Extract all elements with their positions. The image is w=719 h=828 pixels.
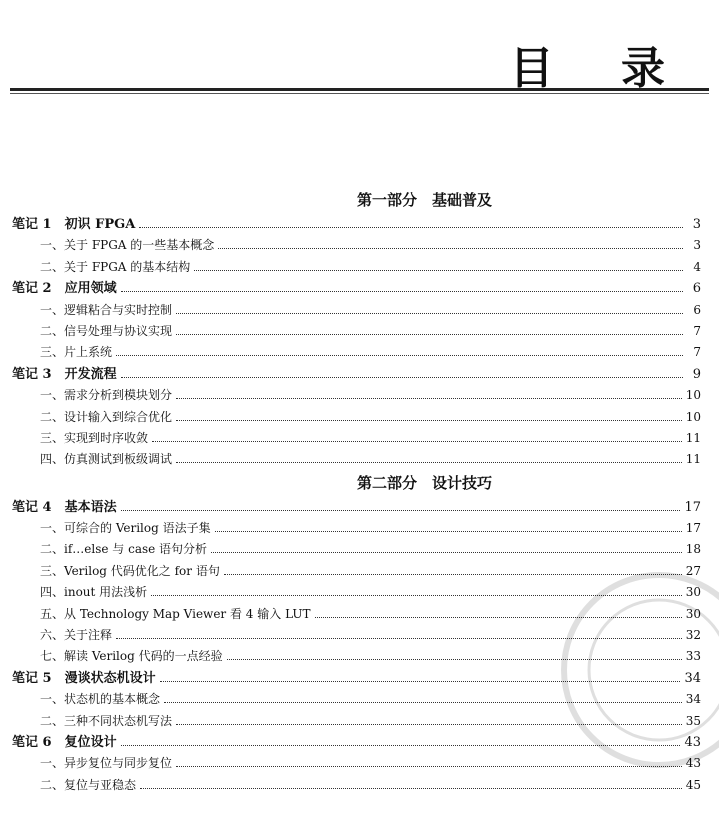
- toc-entry-label: 二、信号处理与协议实现: [40, 323, 173, 338]
- dot-leader: [121, 283, 683, 292]
- toc-page-number: 3: [693, 238, 701, 253]
- dot-leader: [176, 454, 682, 463]
- toc-entry-label: 一、需求分析到模块划分: [40, 388, 173, 403]
- page-title: 目 录: [509, 43, 691, 94]
- toc-page-number: 6: [692, 281, 701, 297]
- toc-page-number: 11: [685, 430, 701, 445]
- toc-page-number: 43: [685, 756, 701, 771]
- toc-page-number: 17: [685, 521, 701, 536]
- toc-entry-label: 笔记 2 应用领域: [12, 281, 117, 297]
- dot-leader: [176, 305, 683, 314]
- toc-page-number: 35: [685, 713, 701, 728]
- toc-section-entry[interactable]: [0, 321, 719, 342]
- toc-entry-label: 三、实现到时序收敛: [40, 430, 149, 445]
- dot-leader: [194, 262, 683, 271]
- toc-page-number: 33: [685, 649, 701, 664]
- toc-page-number: 30: [685, 585, 701, 600]
- toc-page-number: 17: [684, 499, 701, 515]
- toc-page-number: 34: [684, 670, 701, 686]
- toc-chapter-entry[interactable]: [0, 278, 719, 299]
- toc-entry-label: 笔记 6 复位设计: [12, 734, 117, 750]
- toc-page-number: 3: [692, 217, 701, 232]
- toc-entry-label: 四、仿真测试到板级调试: [40, 452, 173, 467]
- title-rule: [10, 88, 709, 91]
- toc-entry-label: 一、关于 FPGA 的一些基本概念: [40, 238, 215, 253]
- toc-page-number: 30: [685, 606, 701, 621]
- toc-entry-label: 二、复位与亚稳态: [40, 777, 137, 792]
- toc-section-entry[interactable]: [0, 518, 719, 539]
- title-rule-thin: [10, 93, 709, 94]
- toc-page-number: 34: [685, 692, 701, 707]
- toc-entry-label: 二、三种不同状态机写法: [40, 713, 173, 728]
- dot-leader: [176, 326, 683, 335]
- toc-entry-label: 笔记 5 漫谈状态机设计: [12, 670, 156, 686]
- toc-page-number: 32: [685, 628, 701, 643]
- toc-page-number: 4: [693, 259, 701, 274]
- toc-page-number: 45: [685, 777, 701, 792]
- toc-entry-label: 笔记 3 开发流程: [12, 366, 117, 382]
- toc-section-entry[interactable]: [0, 235, 719, 256]
- dot-leader: [152, 433, 682, 442]
- toc-entry-label: 二、if…else 与 case 语句分析: [40, 542, 208, 557]
- toc-entry-label: 一、异步复位与同步复位: [40, 756, 173, 771]
- toc-chapter-entry[interactable]: [0, 497, 719, 518]
- part-heading: 第一部分 基础普及: [356, 191, 492, 209]
- toc-section-entry[interactable]: [0, 300, 719, 321]
- toc-entry-label: 二、设计输入到综合优化: [40, 409, 173, 424]
- toc-section-entry[interactable]: [0, 449, 719, 470]
- dot-leader: [176, 390, 682, 399]
- toc-page-number: 6: [693, 302, 701, 317]
- toc-entry-label: 笔记 1 初识 FPGA: [12, 217, 136, 232]
- toc-section-entry[interactable]: [0, 385, 719, 406]
- dot-leader: [116, 347, 683, 356]
- toc-entry-label: 四、inout 用法浅析: [40, 585, 148, 600]
- toc-page-number: 18: [685, 542, 701, 557]
- toc-section-entry[interactable]: [0, 257, 719, 278]
- toc-page-number: 7: [693, 345, 701, 360]
- toc-page-number: 7: [693, 323, 701, 338]
- toc-page-number: 27: [685, 563, 701, 578]
- toc-page-number: 11: [685, 452, 701, 467]
- toc-page-number: 9: [692, 366, 701, 382]
- toc-entry-label: 七、解读 Verilog 代码的一点经验: [40, 649, 223, 664]
- toc-section-entry[interactable]: [0, 342, 719, 363]
- dot-leader: [121, 369, 683, 378]
- toc-entry-label: 一、状态机的基本概念: [40, 692, 161, 707]
- dot-leader: [215, 523, 682, 532]
- toc-chapter-entry[interactable]: [0, 214, 719, 235]
- toc-section-entry[interactable]: [0, 407, 719, 428]
- toc-entry-label: 二、关于 FPGA 的基本结构: [40, 259, 191, 274]
- watermark-stamp: [549, 540, 719, 800]
- toc-page-number: 43: [684, 734, 701, 750]
- toc-entry-label: 一、可综合的 Verilog 语法子集: [40, 521, 211, 536]
- toc-entry-label: 五、从 Technology Map Viewer 看 4 输入 LUT: [40, 606, 311, 621]
- toc-chapter-entry[interactable]: [0, 364, 719, 385]
- dot-leader: [121, 502, 681, 511]
- dot-leader: [139, 219, 683, 228]
- toc-entry-label: 笔记 4 基本语法: [12, 499, 117, 515]
- dot-leader: [176, 412, 682, 421]
- toc-entry-label: 三、Verilog 代码优化之 for 语句: [40, 563, 220, 578]
- toc-entry-label: 六、关于注释: [40, 628, 113, 643]
- toc-page-number: 10: [685, 388, 701, 403]
- toc-entry-label: 一、逻辑粘合与实时控制: [40, 302, 173, 317]
- dot-leader: [218, 240, 683, 249]
- toc-section-entry[interactable]: [0, 428, 719, 449]
- toc-entry-label: 三、片上系统: [40, 345, 113, 360]
- part-heading: 第二部分 设计技巧: [356, 473, 492, 492]
- toc-page-number: 10: [685, 409, 701, 424]
